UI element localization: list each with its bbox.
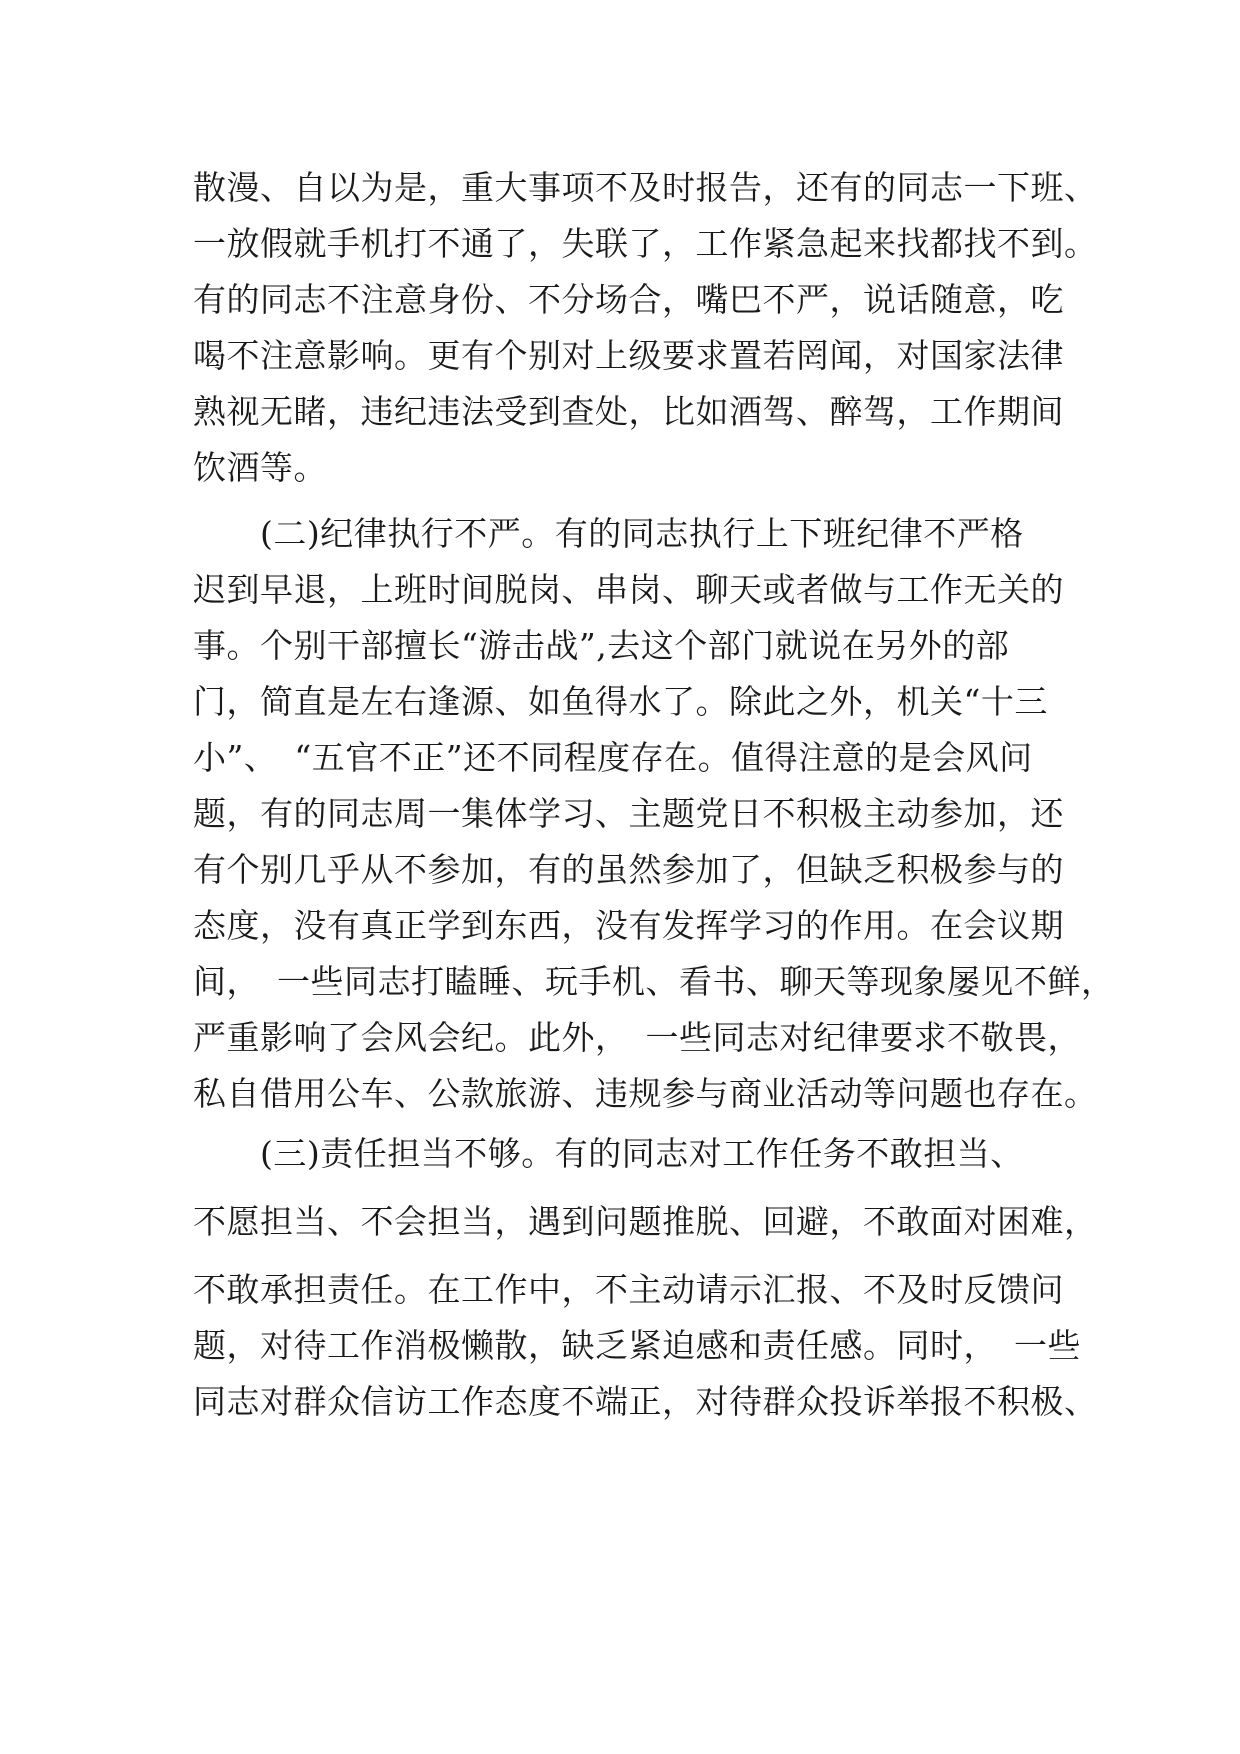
text-line: 喝不注意影响。更有个别对上级要求置若罔闻，对国家法律 (193, 336, 1064, 375)
text-line: 小”、 “五官不正”还不同程度存在。值得注意的是会风问 (193, 738, 1033, 777)
text-line: 私自借用公车、公款旅游、违规参与商业活动等问题也存在。 (193, 1074, 1098, 1113)
line-gap (193, 1250, 1073, 1262)
text-line: 有个别几乎从不参加，有的虽然参加了，但缺乏积极参与的 (193, 850, 1064, 889)
text-line: 散漫、自以为是，重大事项不及时报告，还有的同志一下班、 (193, 168, 1098, 207)
paragraph-gap (193, 496, 1073, 506)
text-line: 题，对待工作消极懒散，缺乏紧迫感和责任感。同时， 一些 (193, 1326, 1081, 1365)
text-line: 态度，没有真正学到东西，没有发挥学习的作用。在会议期 (193, 906, 1064, 945)
section-2-heading-line: (二)纪律执行不严。有的同志执行上下班纪律不严格 (193, 514, 1024, 553)
text-line: 有的同志不注意身份、不分场合，嘴巴不严，说话随意，吃 (193, 280, 1064, 319)
text-line: 一放假就手机打不通了，失联了，工作紧急起来找都找不到。 (193, 224, 1098, 263)
text-line: 不愿担当、不会担当，遇到问题推脱、回避，不敢面对困难， (193, 1202, 1098, 1241)
text-line: 熟视无睹，违纪违法受到查处，比如酒驾、醉驾，工作期间 (193, 392, 1064, 431)
text-line: 迟到早退，上班时间脱岗、串岗、聊天或者做与工作无关的 (193, 570, 1064, 609)
line-gap (193, 1182, 1073, 1194)
text-line: 门，简直是左右逢源、如鱼得水了。除此之外，机关“十三 (193, 682, 1048, 721)
text-line: 饮酒等。 (193, 448, 327, 487)
body-text (193, 160, 1115, 1430)
text-line: 间， 一些同志打瞌睡、玩手机、看书、聊天等现象屡见不鲜， (193, 962, 1115, 1001)
section-3-heading-line: (三)责任担当不够。有的同志对工作任务不敢担当、 (193, 1134, 1024, 1173)
text-line: 严重影响了会风会纪。此外， 一些同志对纪律要求不敬畏， (193, 1018, 1081, 1057)
text-line: 同志对群众信访工作态度不端正，对待群众投诉举报不积极、 (193, 1382, 1098, 1421)
text-line: 题，有的同志周一集体学习、主题党日不积极主动参加，还 (193, 794, 1064, 833)
text-line: 事。个别干部擅长“游击战”,去这个部门就说在另外的部 (193, 626, 1010, 665)
text-line: 不敢承担责任。在工作中，不主动请示汇报、不及时反馈问 (193, 1270, 1064, 1309)
